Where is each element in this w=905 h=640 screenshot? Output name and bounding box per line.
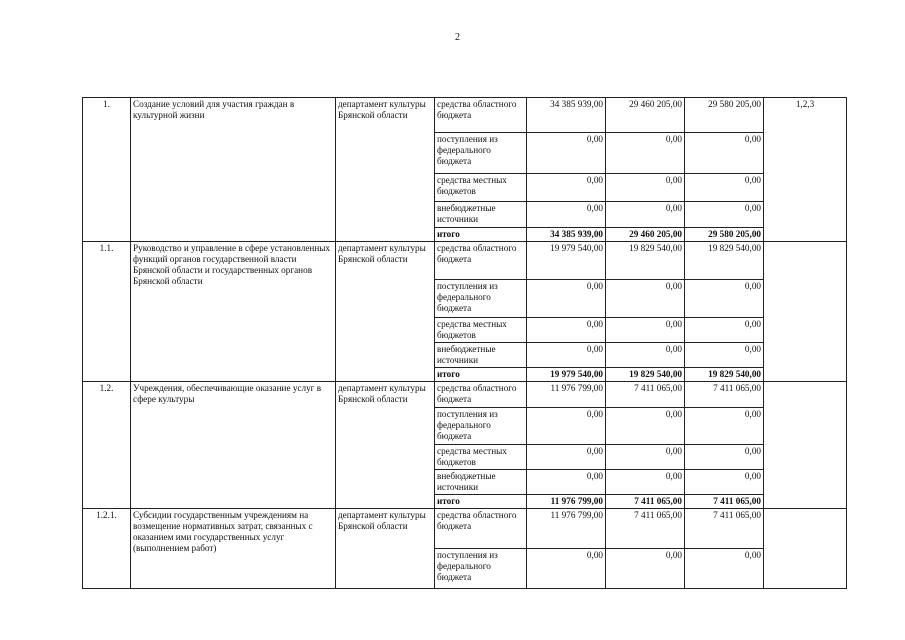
value-year-1: 0,00	[527, 318, 606, 343]
source-label: поступления из федерального бюджета	[435, 549, 527, 589]
budget-table	[82, 97, 847, 589]
indicator-refs: 1,2,3	[764, 98, 847, 242]
value-year-3: 0,00	[685, 343, 764, 368]
source-label: средства областного бюджета	[435, 382, 527, 408]
source-label: средства областного бюджета	[435, 242, 527, 280]
source-label: внебюджетные источники	[435, 470, 527, 495]
source-label: поступления из федерального бюджета	[435, 133, 527, 174]
table-row	[83, 242, 847, 280]
total-year-1: 11 976 799,00	[527, 495, 606, 509]
value-year-2: 0,00	[606, 133, 685, 174]
value-year-1: 0,00	[527, 280, 606, 318]
indicator-refs	[764, 509, 847, 589]
value-year-2: 19 829 540,00	[606, 242, 685, 280]
total-year-2: 7 411 065,00	[606, 495, 685, 509]
item-executor: департамент культуры Брянской области	[336, 98, 435, 242]
source-label: внебюджетные источники	[435, 202, 527, 228]
value-year-3: 0,00	[685, 408, 764, 445]
indicator-refs	[764, 242, 847, 382]
value-year-3: 0,00	[685, 549, 764, 589]
value-year-3: 7 411 065,00	[685, 382, 764, 408]
total-year-2: 29 460 205,00	[606, 228, 685, 242]
source-label: внебюджетные источники	[435, 343, 527, 368]
item-name: Учреждения, обеспечивающие оказание услуг в сфере культуры	[131, 382, 336, 509]
value-year-2: 0,00	[606, 280, 685, 318]
total-year-3: 7 411 065,00	[685, 495, 764, 509]
value-year-3: 0,00	[685, 445, 764, 470]
source-label: средства областного бюджета	[435, 509, 527, 549]
item-executor: департамент культуры Брянской области	[336, 382, 435, 509]
table-row	[83, 382, 847, 408]
value-year-1: 0,00	[527, 202, 606, 228]
table-row	[83, 98, 847, 133]
indicator-refs	[764, 382, 847, 509]
total-year-1: 19 979 540,00	[527, 368, 606, 382]
value-year-3: 0,00	[685, 470, 764, 495]
value-year-2: 0,00	[606, 408, 685, 445]
value-year-2: 29 460 205,00	[606, 98, 685, 133]
item-number: 1.1.	[83, 242, 131, 382]
source-label: средства местных бюджетов	[435, 174, 527, 202]
value-year-2: 7 411 065,00	[606, 382, 685, 408]
value-year-1: 11 976 799,00	[527, 382, 606, 408]
value-year-2: 0,00	[606, 174, 685, 202]
value-year-1: 0,00	[527, 133, 606, 174]
total-year-3: 29 580 205,00	[685, 228, 764, 242]
value-year-1: 0,00	[527, 174, 606, 202]
page-number: 2	[455, 32, 460, 43]
value-year-3: 0,00	[685, 133, 764, 174]
source-label: средства областного бюджета	[435, 98, 527, 133]
table-row	[83, 509, 847, 549]
item-executor: департамент культуры Брянской области	[336, 242, 435, 382]
total-label: итого	[435, 228, 527, 242]
item-executor: департамент культуры Брянской области	[336, 509, 435, 589]
value-year-1: 11 976 799,00	[527, 509, 606, 549]
value-year-2: 0,00	[606, 549, 685, 589]
value-year-3: 29 580 205,00	[685, 98, 764, 133]
value-year-1: 0,00	[527, 549, 606, 589]
total-year-3: 19 829 540,00	[685, 368, 764, 382]
value-year-3: 0,00	[685, 174, 764, 202]
item-name: Субсидии государственным учреждениям на возмещение нормативных затрат, связанных с оказанием ими государственных услуг (выполнением работ)	[131, 509, 336, 589]
source-label: средства местных бюджетов	[435, 318, 527, 343]
value-year-3: 0,00	[685, 202, 764, 228]
value-year-1: 19 979 540,00	[527, 242, 606, 280]
item-number: 1.	[83, 98, 131, 242]
total-year-1: 34 385 939,00	[527, 228, 606, 242]
value-year-2: 7 411 065,00	[606, 509, 685, 549]
value-year-1: 0,00	[527, 408, 606, 445]
item-number: 1.2.1.	[83, 509, 131, 589]
item-number: 1.2.	[83, 382, 131, 509]
value-year-2: 0,00	[606, 470, 685, 495]
value-year-3: 0,00	[685, 280, 764, 318]
item-name: Создание условий для участия граждан в культурной жизни	[131, 98, 336, 242]
value-year-2: 0,00	[606, 445, 685, 470]
value-year-2: 0,00	[606, 318, 685, 343]
value-year-2: 0,00	[606, 343, 685, 368]
value-year-1: 0,00	[527, 445, 606, 470]
value-year-1: 34 385 939,00	[527, 98, 606, 133]
item-name: Руководство и управление в сфере установленных функций органов государственной власти Брянской области и государственных органов Брянской области	[131, 242, 336, 382]
total-label: итого	[435, 368, 527, 382]
total-label: итого	[435, 495, 527, 509]
value-year-3: 7 411 065,00	[685, 509, 764, 549]
source-label: поступления из федерального бюджета	[435, 408, 527, 445]
source-label: поступления из федерального бюджета	[435, 280, 527, 318]
value-year-3: 19 829 540,00	[685, 242, 764, 280]
value-year-3: 0,00	[685, 318, 764, 343]
value-year-1: 0,00	[527, 470, 606, 495]
value-year-1: 0,00	[527, 343, 606, 368]
source-label: средства местных бюджетов	[435, 445, 527, 470]
value-year-2: 0,00	[606, 202, 685, 228]
total-year-2: 19 829 540,00	[606, 368, 685, 382]
